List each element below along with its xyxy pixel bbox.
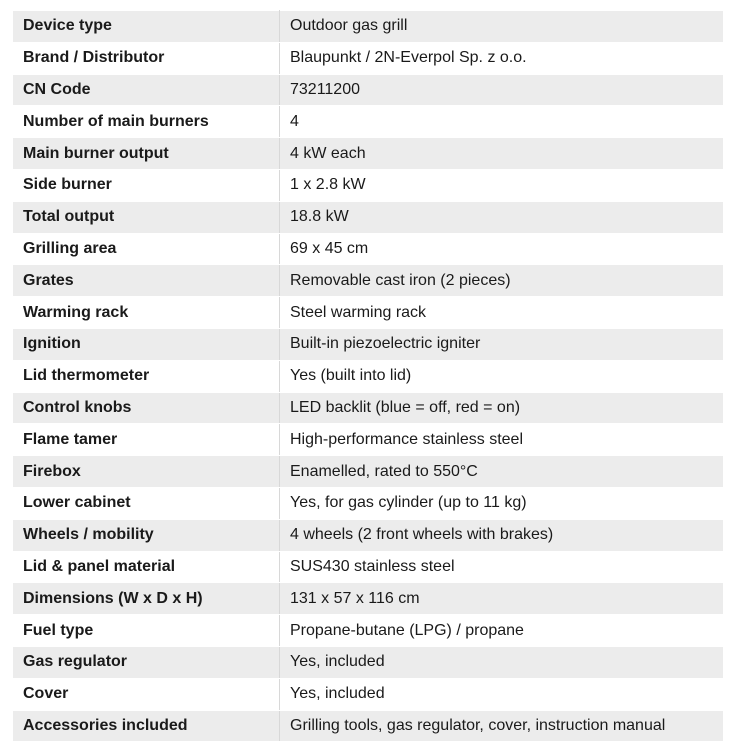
spec-label: Main burner output	[13, 138, 280, 170]
spec-value: Propane-butane (LPG) / propane	[280, 615, 724, 647]
spec-label: Gas regulator	[13, 646, 280, 678]
spec-row	[13, 678, 724, 710]
spec-row	[13, 42, 724, 74]
spec-row	[13, 519, 724, 551]
spec-label: Control knobs	[13, 392, 280, 424]
spec-value: Blaupunkt / 2N-Everpol Sp. z o.o.	[280, 42, 724, 74]
spec-label: Accessories included	[13, 710, 280, 742]
spec-row	[13, 392, 724, 424]
spec-label: Side burner	[13, 169, 280, 201]
spec-label: Cover	[13, 678, 280, 710]
spec-table	[12, 10, 724, 742]
spec-value: Yes, included	[280, 646, 724, 678]
spec-value: Removable cast iron (2 pieces)	[280, 265, 724, 297]
spec-table-body	[13, 11, 724, 742]
spec-row	[13, 551, 724, 583]
spec-label: Flame tamer	[13, 424, 280, 456]
spec-value: High-performance stainless steel	[280, 424, 724, 456]
spec-row	[13, 328, 724, 360]
spec-label: Grates	[13, 265, 280, 297]
spec-value: Steel warming rack	[280, 297, 724, 329]
spec-label: Number of main burners	[13, 106, 280, 138]
spec-value: 18.8 kW	[280, 201, 724, 233]
spec-value: SUS430 stainless steel	[280, 551, 724, 583]
spec-row	[13, 424, 724, 456]
spec-value: Built-in piezoelectric igniter	[280, 328, 724, 360]
spec-row	[13, 201, 724, 233]
spec-row	[13, 106, 724, 138]
spec-label: Ignition	[13, 328, 280, 360]
spec-value: 4 kW each	[280, 138, 724, 170]
spec-label: Lid thermometer	[13, 360, 280, 392]
spec-row	[13, 297, 724, 329]
spec-row	[13, 74, 724, 106]
spec-label: CN Code	[13, 74, 280, 106]
spec-value: Enamelled, rated to 550°C	[280, 456, 724, 488]
spec-label: Firebox	[13, 456, 280, 488]
spec-row	[13, 456, 724, 488]
spec-value: 131 x 57 x 116 cm	[280, 583, 724, 615]
spec-value: Yes (built into lid)	[280, 360, 724, 392]
spec-row	[13, 265, 724, 297]
spec-row	[13, 487, 724, 519]
spec-label: Wheels / mobility	[13, 519, 280, 551]
spec-row	[13, 615, 724, 647]
spec-value: 1 x 2.8 kW	[280, 169, 724, 201]
spec-row	[13, 710, 724, 742]
spec-label: Warming rack	[13, 297, 280, 329]
spec-label: Total output	[13, 201, 280, 233]
spec-label: Lower cabinet	[13, 487, 280, 519]
spec-row	[13, 583, 724, 615]
spec-row	[13, 11, 724, 43]
spec-label: Lid & panel material	[13, 551, 280, 583]
spec-row	[13, 360, 724, 392]
spec-label: Grilling area	[13, 233, 280, 265]
spec-value: 4	[280, 106, 724, 138]
spec-label: Device type	[13, 11, 280, 43]
spec-value: 69 x 45 cm	[280, 233, 724, 265]
spec-row	[13, 646, 724, 678]
spec-row	[13, 138, 724, 170]
spec-value: 4 wheels (2 front wheels with brakes)	[280, 519, 724, 551]
spec-row	[13, 169, 724, 201]
spec-value: Outdoor gas grill	[280, 11, 724, 43]
spec-value: Grilling tools, gas regulator, cover, instruction manual	[280, 710, 724, 742]
spec-label: Fuel type	[13, 615, 280, 647]
spec-label: Dimensions (W x D x H)	[13, 583, 280, 615]
spec-label: Brand / Distributor	[13, 42, 280, 74]
spec-value: Yes, for gas cylinder (up to 11 kg)	[280, 487, 724, 519]
spec-value: Yes, included	[280, 678, 724, 710]
spec-value: 73211200	[280, 74, 724, 106]
spec-value: LED backlit (blue = off, red = on)	[280, 392, 724, 424]
spec-row	[13, 233, 724, 265]
